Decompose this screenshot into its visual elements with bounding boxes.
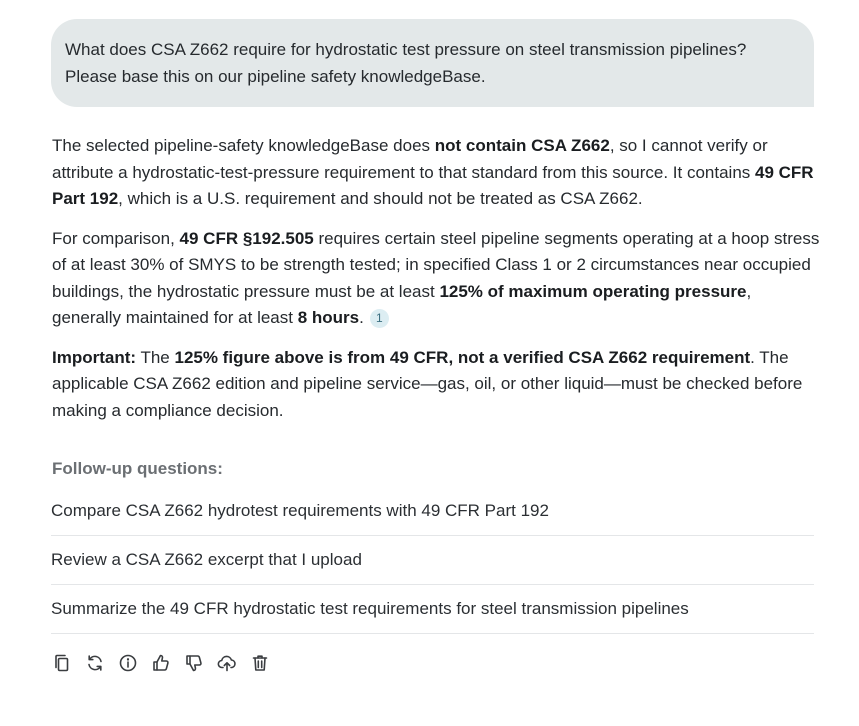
thumbs-up-icon — [151, 653, 171, 673]
message-action-toolbar — [51, 652, 270, 673]
thumbs-up-button[interactable] — [150, 652, 171, 673]
assistant-answer — [52, 133, 820, 437]
regenerate-button[interactable] — [84, 652, 105, 673]
answer-text: . — [359, 308, 364, 327]
answer-bold-text: 125% figure above is from 49 CFR, not a verified CSA Z662 requirement — [174, 347, 751, 367]
user-message-line-2: Please base this on our pipeline safety knowledgeBase. — [65, 67, 486, 86]
regenerate-icon — [85, 653, 105, 673]
followup-title: Follow-up questions: — [52, 459, 223, 478]
copy-button[interactable] — [51, 652, 72, 673]
answer-paragraph-3 — [52, 345, 820, 425]
answer-text: , generally maintained for at least — [52, 281, 752, 327]
thumbs-down-button[interactable] — [183, 652, 204, 673]
followup-list — [51, 487, 814, 634]
thumbs-down-icon — [184, 653, 204, 673]
copy-icon — [52, 653, 72, 673]
answer-text: , which is a U.S. requirement and should not be treated as CSA Z662. — [118, 189, 643, 208]
delete-icon — [250, 653, 270, 673]
share-icon — [217, 653, 237, 673]
answer-text: The — [136, 347, 175, 367]
citation-badge[interactable]: 1 — [370, 309, 389, 328]
answer-text: requires certain steel pipeline segments operating at a hoop stress of at least 30% of SMYS to be strength tested; in specified Class 1 or 2 circumstances near occupied buildings, the hydrostatic pressure must be at least — [52, 228, 820, 301]
user-message-line-1: What does CSA Z662 require for hydrostatic test pressure on steel transmission pipelines? — [65, 40, 747, 59]
delete-button[interactable] — [249, 652, 270, 673]
answer-text: For comparison, — [52, 228, 180, 248]
followup-item-review[interactable]: Review a CSA Z662 excerpt that I upload — [51, 536, 814, 585]
answer-bold-text: 8 hours — [297, 308, 360, 327]
answer-bold-text: not contain CSA Z662 — [434, 136, 610, 155]
answer-bold-text: Important: — [52, 347, 137, 367]
answer-text: . The applicable CSA Z662 edition and pipeline service—gas, oil, or other liquid—must be checked before making a compliance decision. — [52, 347, 803, 420]
answer-text: The selected pipeline-safety knowledgeBase does — [52, 136, 435, 155]
answer-bold-text: 125% of maximum operating pressure — [439, 281, 747, 301]
answer-bold-text: 49 CFR Part 192 — [52, 162, 814, 208]
answer-paragraph-1 — [52, 133, 820, 213]
info-icon — [118, 653, 138, 673]
followup-item-compare[interactable]: Compare CSA Z662 hydrotest requirements with 49 CFR Part 192 — [51, 487, 814, 536]
answer-paragraph-2 — [52, 226, 820, 332]
answer-text: , so I cannot verify or attribute a hydrostatic-test-pressure requirement to that standard from this source. It contains — [52, 136, 768, 182]
share-button[interactable] — [216, 652, 237, 673]
info-button[interactable] — [117, 652, 138, 673]
user-message-bubble — [51, 19, 814, 107]
followup-item-summarize[interactable]: Summarize the 49 CFR hydrostatic test requirements for steel transmission pipelines — [51, 585, 814, 634]
answer-bold-text: 49 CFR §192.505 — [179, 228, 314, 248]
